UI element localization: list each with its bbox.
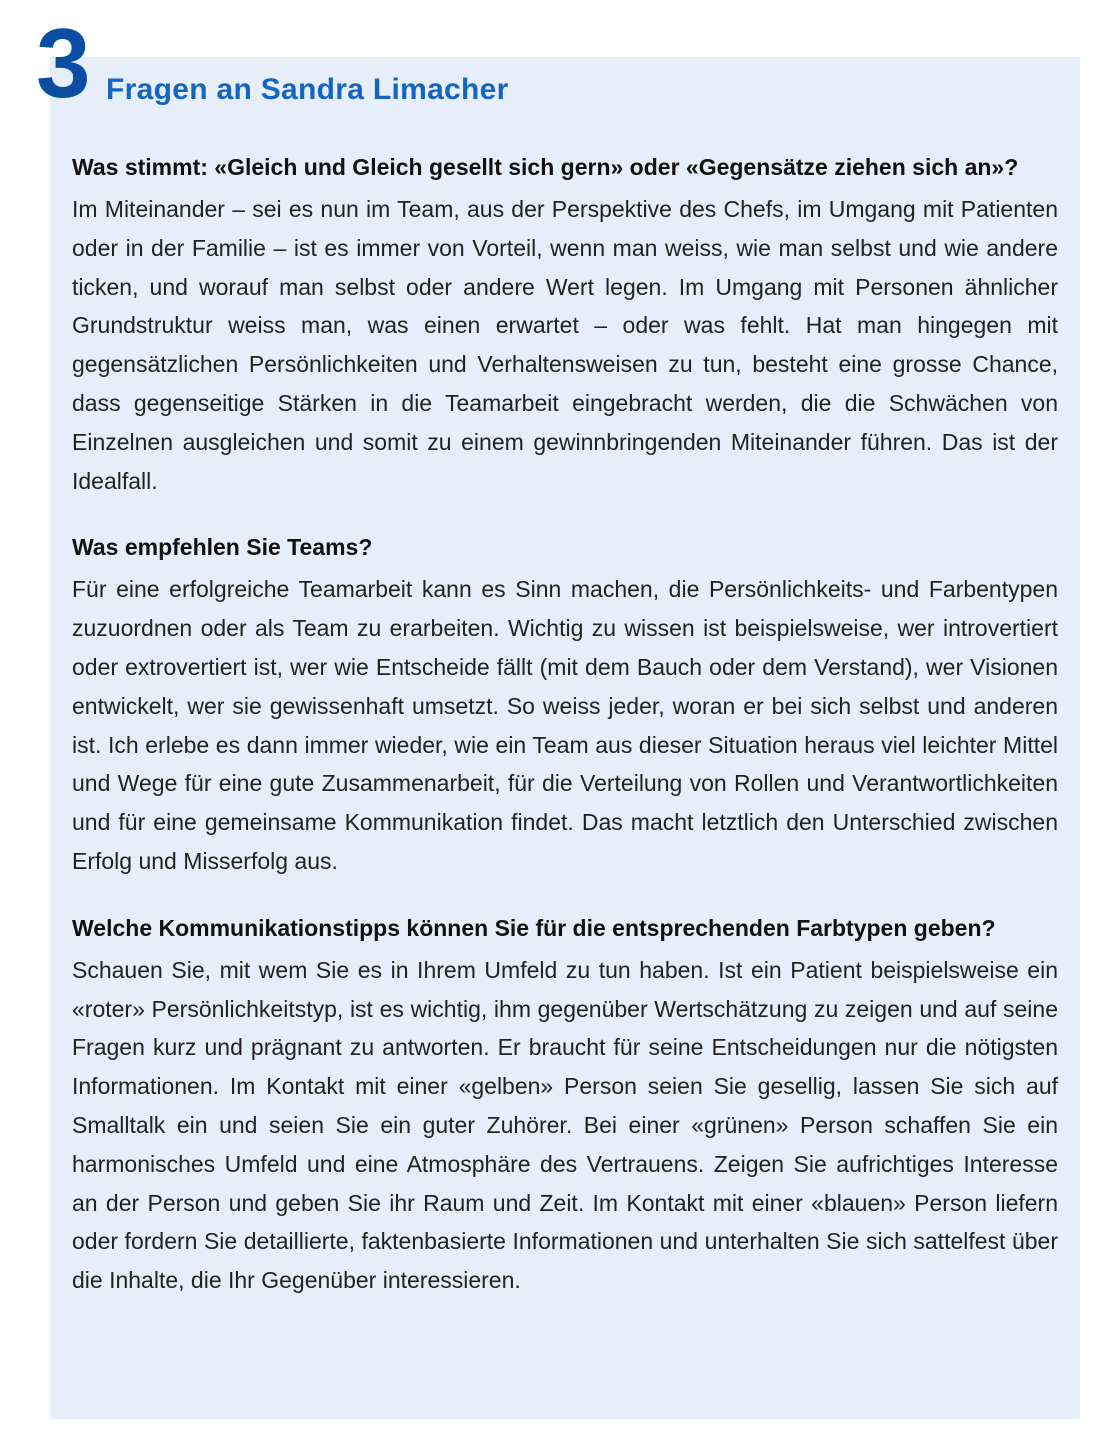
question-2: Was empfehlen Sie Teams? (72, 534, 373, 561)
answer-1: Im Miteinander – sei es nun im Team, aus der Perspektive des Chefs, im Umgang mit Patienten oder in der Familie – ist es immer von Vorteil, wenn man weiss, wie man selbst und wie andere ticken, und worauf man selbst oder andere Wert legen. Im Umgang mit Personen ähnlicher Grundstruktur weiss man, was einen erwartet – oder was fehlt. Hat man hingegen mit gegensätzlichen Persönlichkeiten und Verhaltensweisen zu tun, besteht eine grosse Chance, dass gegenseitige Stärken in die Teamarbeit eingebracht werden, die die Schwächen von Einzelnen ausgleichen und somit zu einem gewinnbringenden Miteinander führen. Das ist der Idealfall. (72, 196, 1058, 494)
answer-2: Für eine erfolgreiche Teamarbeit kann es Sinn machen, die Persönlichkeits- und Farbentypen zuzuordnen oder als Team zu erarbeiten. Wichtig zu wissen ist beispielsweise, wer introvertiert oder extrovertiert ist, wer wie Entscheide fällt (mit dem Bauch oder dem Verstand), wer Visionen entwickelt, wer sie gewissenhaft umsetzt. So weiss jeder, woran er bei sich selbst und anderen ist. Ich erlebe es dann immer wieder, wie ein Team aus dieser Situation heraus viel leichter Mittel und Wege für eine gute Zusammenarbeit, für die Verteilung von Rollen und Verantwortlichkeiten und für eine gemeinsame Kommunikation findet. Das macht letztlich den Unterschied zwischen Erfolg und Misserfolg aus. (72, 576, 1058, 874)
qa-item (72, 528, 1058, 880)
question-3: Welche Kommunikationstipps können Sie für die entsprechenden Farbtypen geben? (72, 914, 996, 941)
qa-item (72, 909, 1058, 1300)
answer-3: Schauen Sie, mit wem Sie es in Ihrem Umfeld zu tun haben. Ist ein Patient beispielsweise ein «roter» Persönlichkeitstyp, ist es wichtig, ihm gegenüber Wertschätzung zu zeigen und auf seine Fragen kurz und prägnant zu antworten. Er braucht für seine Entscheidungen nur die nötigsten Informationen. Im Kontakt mit einer «gelben» Person seien Sie gesellig, lassen Sie sich auf Smalltalk ein und seien Sie ein guter Zuhörer. Bei einer «grünen» Person schaffen Sie ein harmonisches Umfeld und eine Atmosphäre des Vertrauens. Zeigen Sie aufrichtiges Interesse an der Person und geben Sie ihr Raum und Zeit. Im Kontakt mit einer «blauen» Person liefern oder fordern Sie detaillierte, faktenbasierte Informationen und unterhalten Sie sich sattelfest über die Inhalte, die Ihr Gegenüber interessieren. (72, 956, 1058, 1294)
qa-item (72, 148, 1058, 500)
box-title: Fragen an Sandra Limacher (106, 73, 509, 106)
question-1: Was stimmt: «Gleich und Gleich gesellt sich gern» oder «Gegensätze ziehen sich an»? (72, 154, 1019, 180)
interview-content (72, 148, 1058, 1300)
section-number: 3 (36, 8, 89, 118)
